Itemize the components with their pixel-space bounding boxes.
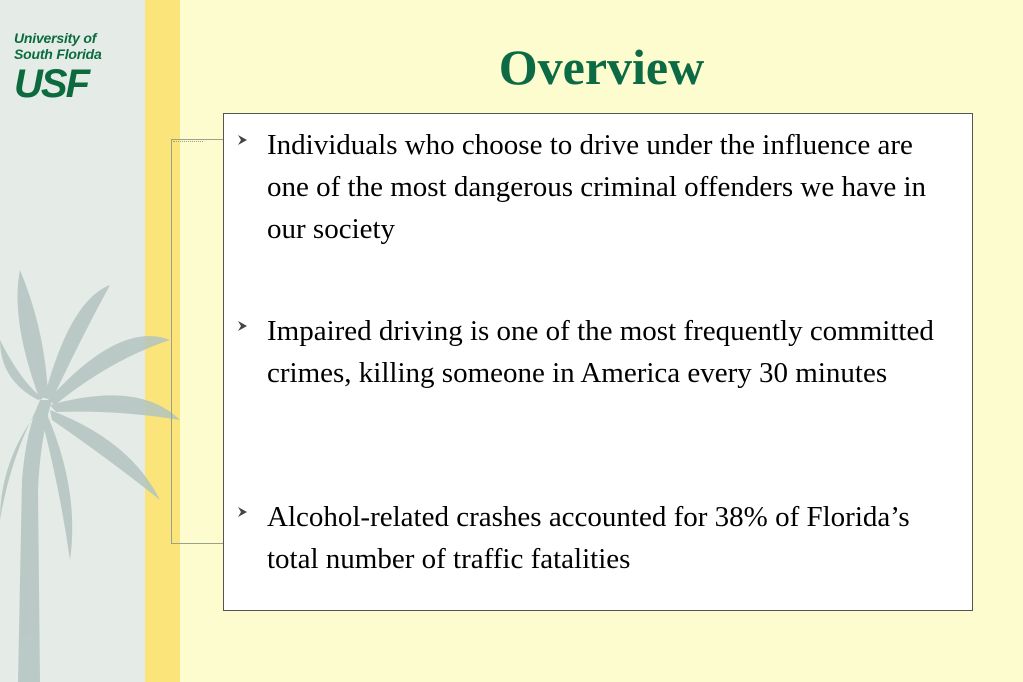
logo-line-south-florida: South Florida [14,46,102,62]
logo-line-university: University of [14,30,97,46]
bullet-text: Impaired driving is one of the most frequently committed crimes, killing someone in America every 30 minutes [267,315,934,389]
bullet-item [236,310,961,394]
arrowhead-bullet-icon [236,133,250,147]
bullet-text: Individuals who choose to drive under the influence are one of the most dangerous criminal offenders we have in our society [267,129,927,245]
usf-logo[interactable] [14,30,134,110]
arrowhead-bullet-icon [236,505,250,519]
bullet-text: Alcohol-related crashes accounted for 38% of Florida’s total number of traffic fatalities [267,501,910,575]
bullet-item [236,124,961,250]
connector-dotted-line [173,138,203,142]
bullet-item [236,496,961,580]
content-text-box [223,113,973,611]
connector-bracket [171,139,224,544]
slide-title: Overview [498,39,705,95]
palm-tree-watermark-icon [0,260,185,682]
logo-usf-mark: USF [14,62,88,106]
arrowhead-bullet-icon [236,319,250,333]
